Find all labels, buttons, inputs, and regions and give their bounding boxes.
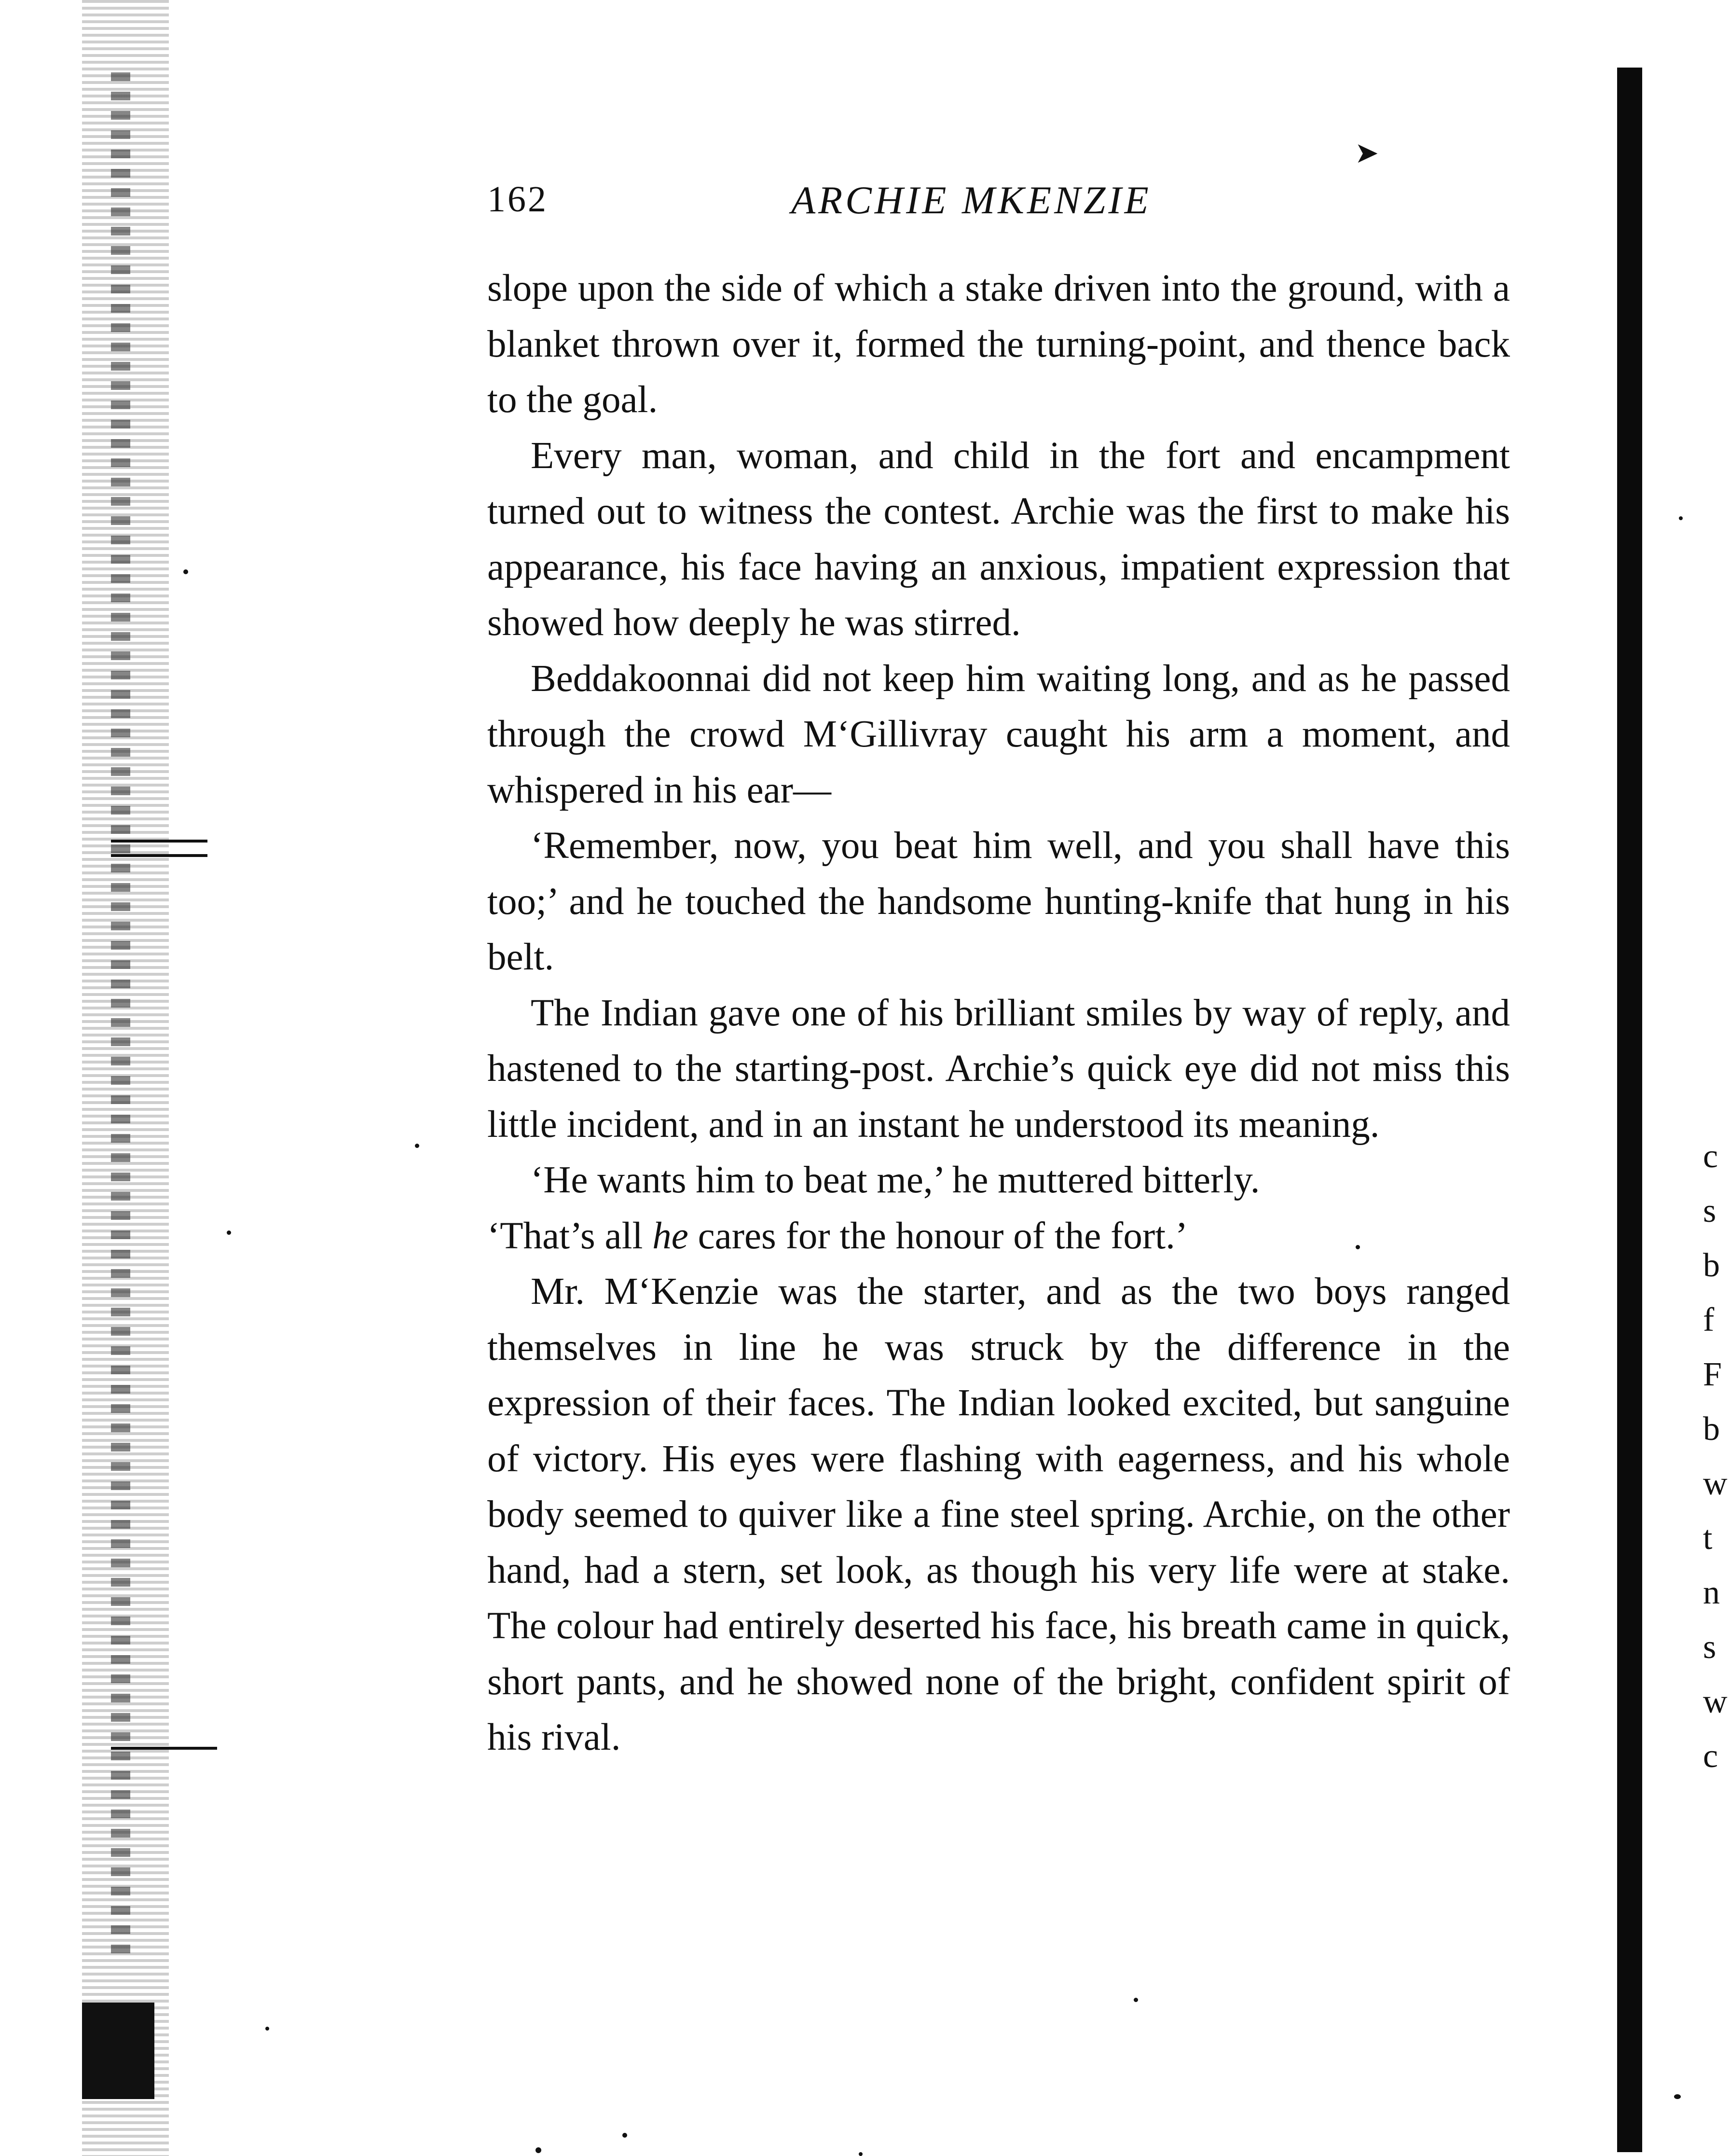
quote-text: cares for the honour of the fort.’ xyxy=(688,1215,1188,1257)
ink-speck xyxy=(227,1230,231,1235)
ink-speck xyxy=(859,2152,863,2156)
edge-letter: c xyxy=(1703,1138,1718,1175)
edge-letter: t xyxy=(1703,1520,1713,1557)
ink-speck xyxy=(1674,2094,1681,2099)
page-header xyxy=(487,174,1510,227)
paragraph: Every man, woman, and child in the fort and encampment turned out to witness the contest. Archie was the first to make his appearance, his face having an anxious, impatient expression that showed how deeply he was stirred. xyxy=(487,434,1510,644)
edge-letter: n xyxy=(1703,1574,1720,1611)
paragraph: Beddakoonnai did not keep him waiting long, and as he passed through the crowd M‘Gillivray caught his arm a moment, and whispered in his ear— xyxy=(487,657,1510,811)
paragraph: slope upon the side of which a stake driven into the ground, with a blanket thrown over it, formed the turning-point, and thence back to the goal. xyxy=(487,267,1510,421)
ink-speck xyxy=(183,569,188,574)
edge-letter: c xyxy=(1703,1738,1718,1775)
edge-letter: s xyxy=(1703,1192,1716,1230)
paragraph: ‘He wants him to beat me,’ he muttered bitterly. xyxy=(531,1159,1260,1201)
paragraph: ‘Remember, now, you beat him well, and you shall have this too;’ and he touched the handsome hunting-knife that hung in his belt. xyxy=(487,825,1510,978)
edge-letter: f xyxy=(1703,1301,1715,1339)
ink-speck xyxy=(265,2027,269,2031)
binding-rule-3 xyxy=(111,1747,217,1750)
edge-letter: b xyxy=(1703,1247,1720,1284)
binding-shadow xyxy=(111,72,130,1954)
binding-rule-1 xyxy=(111,840,207,843)
next-page-shadow xyxy=(1617,68,1642,2152)
ink-speck xyxy=(1679,516,1683,520)
edge-letter: w xyxy=(1703,1683,1728,1720)
edge-letter: w xyxy=(1703,1465,1728,1502)
binding-dark-block xyxy=(82,2003,154,2099)
binding-rule-2 xyxy=(111,854,207,857)
next-page-edge-letters xyxy=(1703,1129,1730,1783)
ink-speck xyxy=(622,2133,627,2138)
ink-speck xyxy=(415,1144,419,1148)
edge-letter: b xyxy=(1703,1410,1720,1448)
edge-letter: F xyxy=(1703,1356,1722,1393)
paragraph: The Indian gave one of his brilliant smiles by way of reply, and hastened to the starting-post. Archie’s quick eye did not miss this little incident, and in an instant he understood its meaning. xyxy=(487,992,1510,1146)
quote-emphasis: he xyxy=(652,1215,688,1257)
body-text xyxy=(487,261,1510,1766)
quote-text: ‘That’s all xyxy=(487,1215,653,1257)
edge-letter: s xyxy=(1703,1629,1716,1666)
ink-speck xyxy=(535,2147,541,2153)
paragraph: Mr. M‘Kenzie was the starter, and as the two boys ranged themselves in line he was struck by the difference in the expression of their faces. The Indian looked excited, but sanguine of victory. His eyes were flashing with eagerness, and his whole body seemed to quiver like a fine steel spring. Archie, on the other hand, had a stern, set look, as though his very life were at stake. The colour had entirely deserted his face, his breath came in quick, short pants, and he showed none of the bright, confident spirit of his rival. xyxy=(487,1271,1510,1758)
ink-mark: ➤ xyxy=(1355,137,1379,169)
page-number: 162 xyxy=(487,179,548,220)
running-title: ARCHIE MKENZIE xyxy=(791,178,1152,222)
ink-speck xyxy=(1134,1998,1138,2002)
paragraph-quote-continuation xyxy=(487,1208,1510,1264)
